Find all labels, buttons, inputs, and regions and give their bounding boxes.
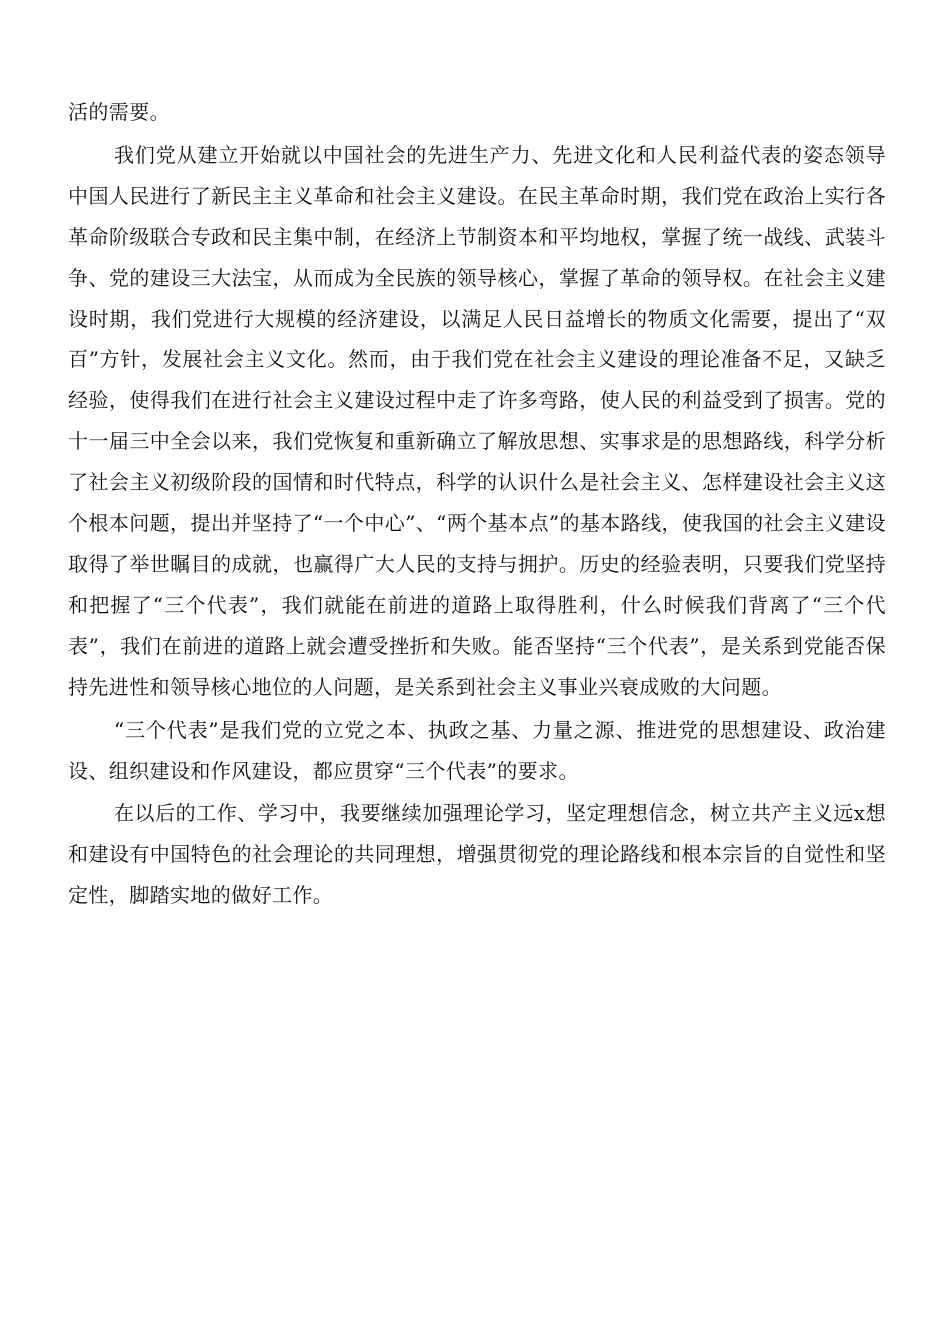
paragraph-three-represents: “三个代表”是我们党的立党之本、执政之基、力量之源、推进党的思想建设、政治建设、组织建设和作风建设，都应贯穿“三个代表”的要求。	[68, 717, 886, 783]
paragraph-personal-commitment: 在以后的工作、学习中，我要继续加强理论学习，坚定理想信念，树立共产主义远x想和建设有中国特色的社会理论的共同理想，增强贯彻党的理论路线和根本宗旨的自觉性和坚定性，脚踏实地的做好工作。	[68, 801, 886, 908]
document-body	[68, 92, 886, 916]
paragraph-party-history: 我们党从建立开始就以中国社会的先进生产力、先进文化和人民利益代表的姿态领导中国人民进行了新民主主义革命和社会主义建设。在民主革命时期，我们党在政治上实行各革命阶级联合专政和民主集中制，在经济上节制资本和平均地权，掌握了统一战线、武装斗争、党的建设三大法宝，从而成为全民族的领导核心，掌握了革命的领导权。在社会主义建设时期，我们党进行大规模的经济建设，以满足人民日益增长的物质文化需要，提出了“双百”方针，发展社会主义文化。然而，由于我们党在社会主义建设的理论准备不足，又缺乏经验，使得我们在进行社会主义建设过程中走了许多弯路，使人民的利益受到了损害。党的十一届三中全会以来，我们党恢复和重新确立了解放思想、实事求是的思想路线，科学分析了社会主义初级阶段的国情和时代特点，科学的认识什么是社会主义、怎样建设社会主义这个根本问题，提出并坚持了“一个中心”、“两个基本点”的基本路线，使我国的社会主义建设取得了举世瞩目的成就，也赢得广大人民的支持与拥护。历史的经验表明，只要我们党坚持和把握了“三个代表”，我们就能在前进的道路上取得胜利，什么时候我们背离了“三个代表”，我们在前进的道路上就会遭受挫折和失败。能否坚持“三个代表”，是关系到党能否保持先进性和领导核心地位的人问题，是关系到社会主义事业兴衰成败的大问题。	[68, 142, 886, 699]
paragraph-continuation: 活的需要。	[68, 100, 170, 124]
